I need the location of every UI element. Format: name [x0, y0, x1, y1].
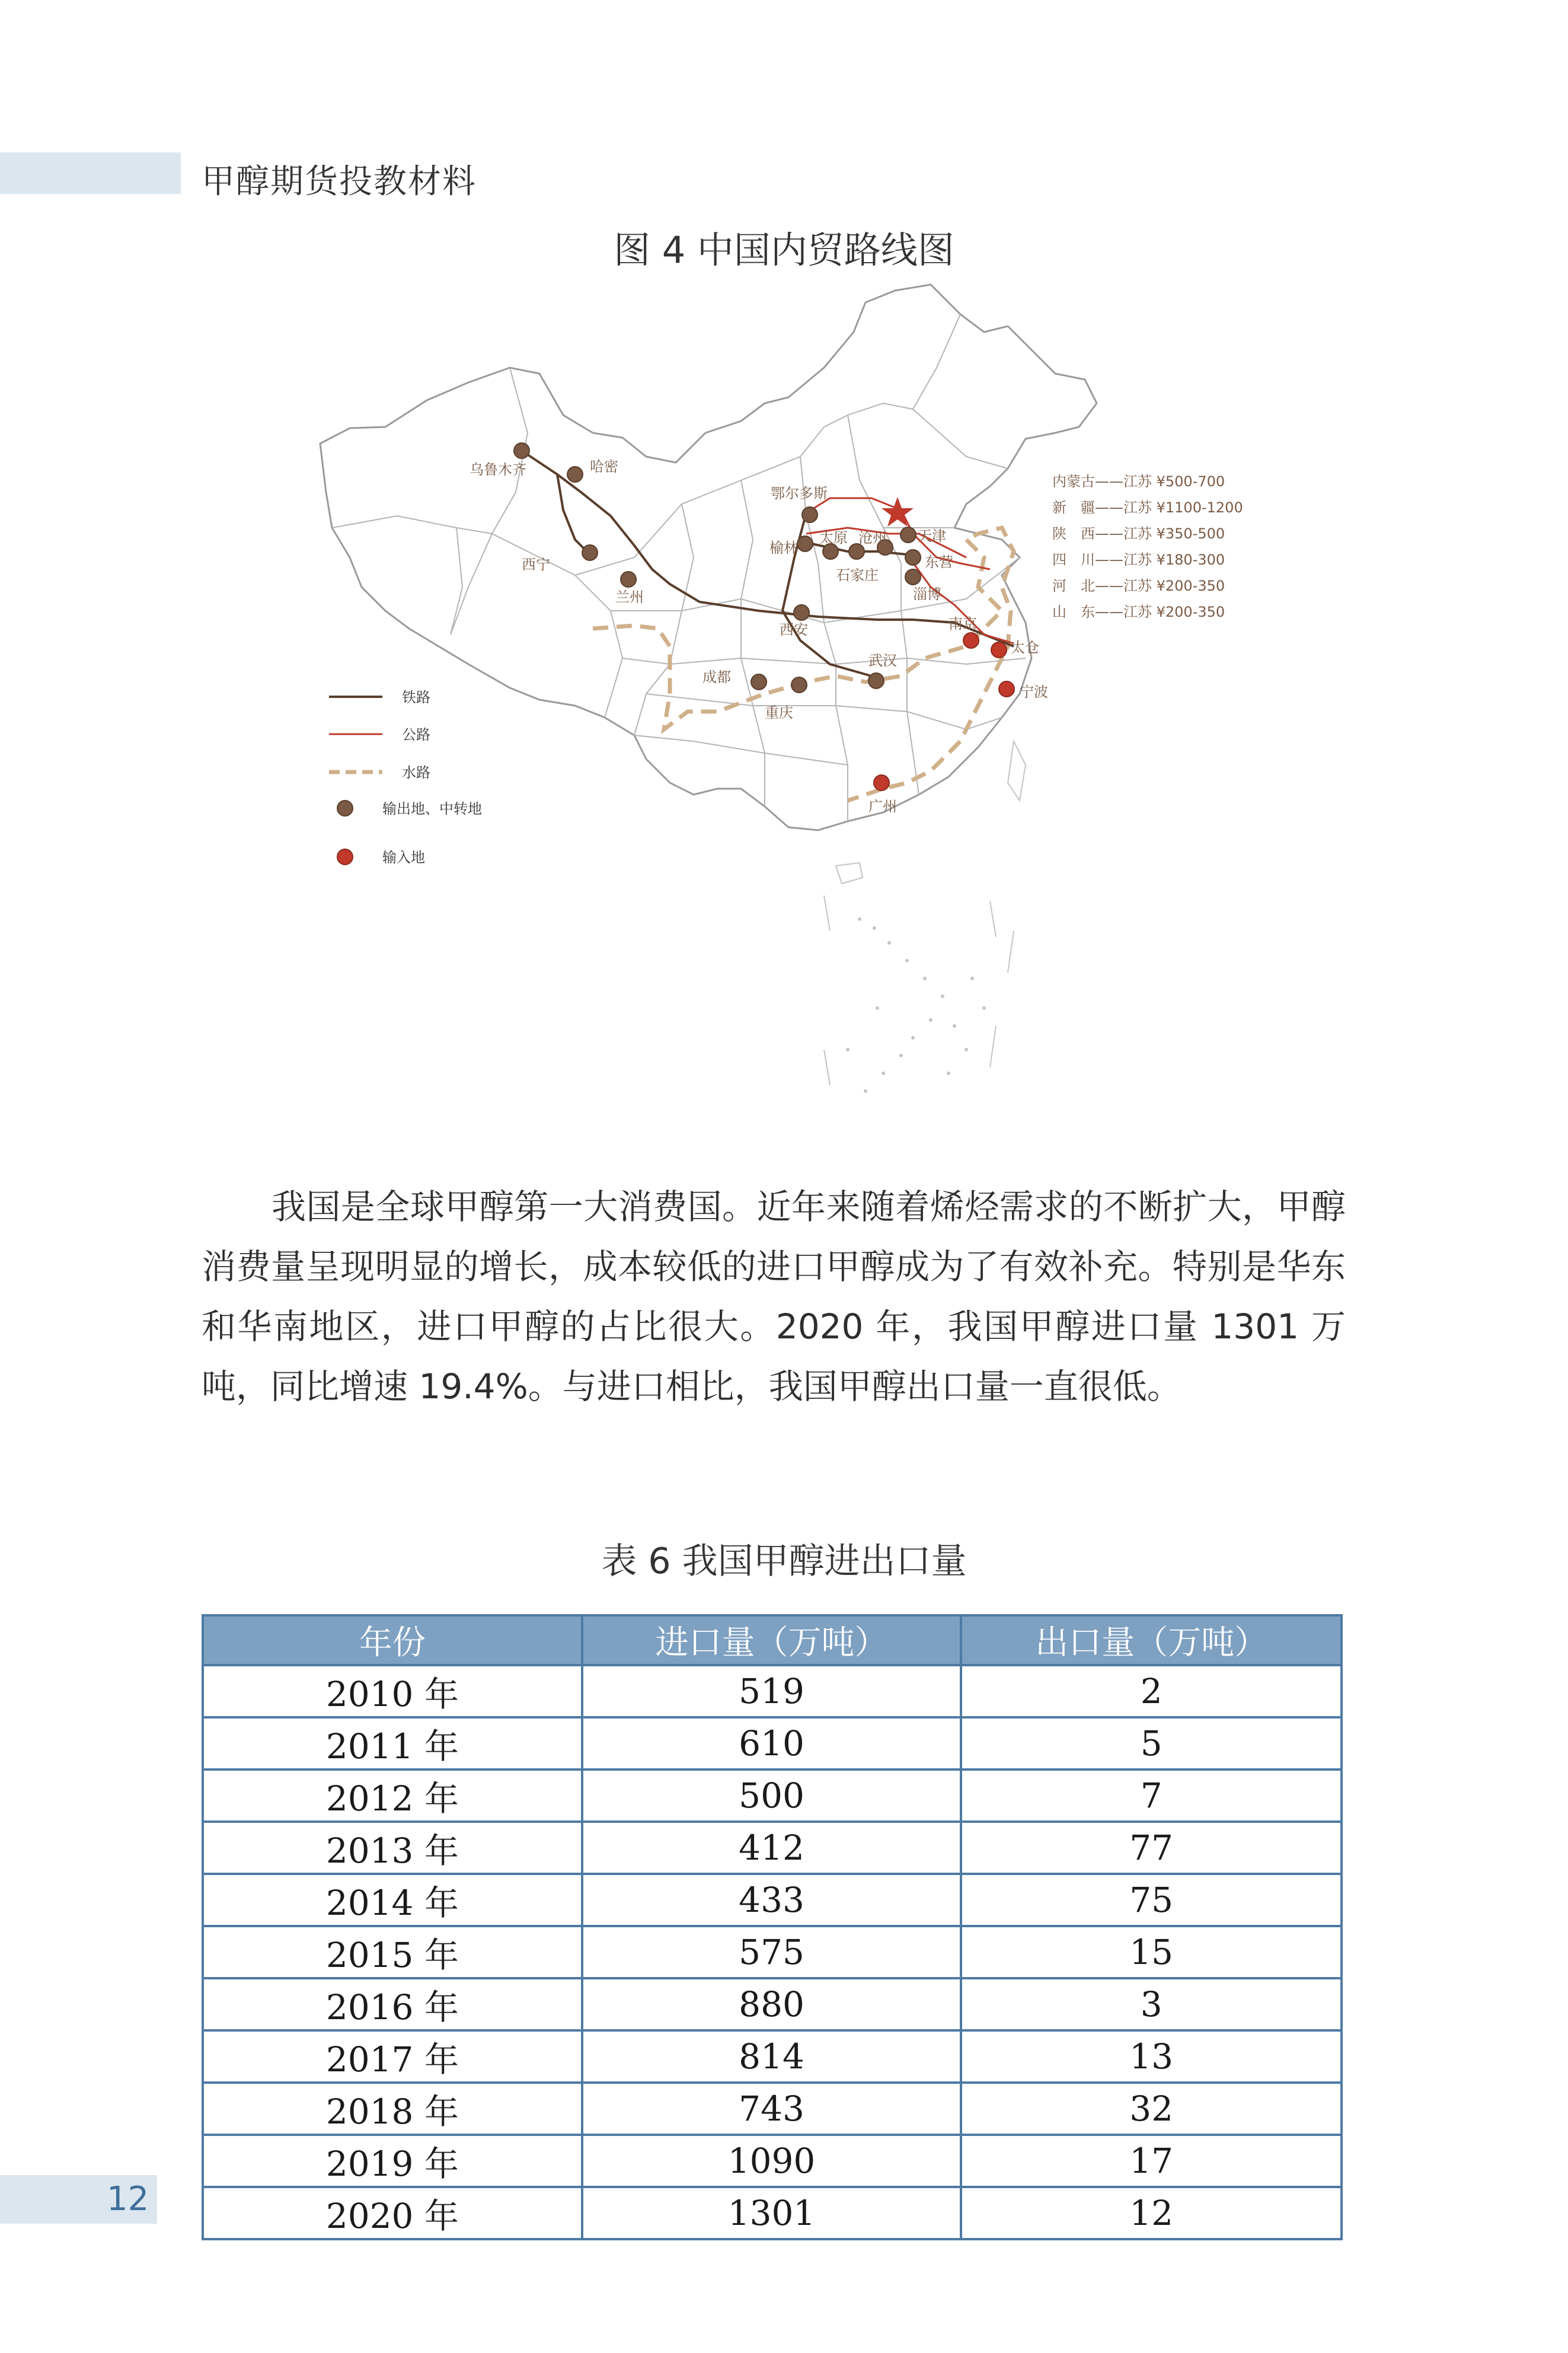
price-item: 陕 西——江苏 ¥350-500: [1052, 525, 1225, 542]
table-header-row: [203, 1615, 1342, 1665]
table-cell: 1301: [582, 2187, 962, 2239]
price-item: 河 北——江苏 ¥200-350: [1052, 578, 1225, 594]
table-cell: 575: [582, 1926, 962, 1978]
city-label: 沧州: [858, 530, 887, 546]
city-label: 太仓: [1011, 639, 1039, 656]
table-cell: 2014 年: [203, 1874, 582, 1926]
city-marker: [991, 642, 1007, 658]
table-row: [203, 1769, 1342, 1822]
city-label: 淄博: [913, 586, 941, 602]
city-label: 重庆: [765, 704, 793, 721]
table-cell: 412: [582, 1822, 962, 1874]
price-item: 四 川——江苏 ¥180-300: [1052, 551, 1225, 568]
table-row: [203, 1978, 1342, 2030]
city-label: 武汉: [868, 652, 897, 669]
column-header: 年份: [203, 1615, 582, 1665]
table-row: [203, 1874, 1342, 1926]
table-row: [203, 2083, 1342, 2135]
table-cell: 2013 年: [203, 1822, 582, 1874]
table-cell: 75: [961, 1874, 1342, 1926]
legend-destination-label: 输入地: [382, 849, 425, 866]
map-legend: [329, 689, 482, 866]
city-marker: [905, 550, 921, 565]
city-marker: [791, 677, 807, 693]
table-row: [203, 1926, 1342, 1978]
city-marker: [963, 633, 979, 648]
table-row: [203, 2187, 1342, 2239]
city-label: 鄂尔多斯: [771, 485, 828, 502]
table-cell: 2015 年: [203, 1926, 582, 1978]
city-marker: [751, 674, 767, 690]
table-cell: 2012 年: [203, 1769, 582, 1822]
table-cell: 77: [961, 1822, 1342, 1874]
page-number: 12: [107, 2180, 149, 2218]
table-cell: 2018 年: [203, 2083, 582, 2135]
city-marker: [868, 673, 884, 688]
city-label: 广州: [868, 798, 897, 815]
city-label: 西安: [780, 621, 808, 638]
city-label: 西宁: [522, 556, 550, 573]
table-cell: 12: [961, 2187, 1342, 2239]
city-marker: [567, 467, 583, 482]
figure-caption: 图 4 中国内贸路线图: [614, 228, 954, 272]
table-cell: 3: [961, 1978, 1342, 2030]
running-header: 甲醇期货投教材料: [202, 162, 477, 201]
city-label: 南京: [949, 616, 977, 632]
table-cell: 433: [582, 1874, 962, 1926]
table-caption: 表 6 我国甲醇进出口量: [601, 1541, 967, 1582]
table-row: [203, 2135, 1342, 2187]
body-paragraph: [202, 1177, 1346, 1417]
city-label: 榆林: [769, 540, 798, 556]
legend-source-label: 输出地、中转地: [382, 801, 482, 817]
price-item: 新 疆——江苏 ¥1100-1200: [1052, 499, 1243, 516]
legend-waterway-label: 水路: [402, 764, 430, 781]
city-label: 乌鲁木齐: [470, 461, 526, 478]
city-marker: [999, 681, 1014, 697]
table-cell: 17: [961, 2135, 1342, 2187]
table-cell: 500: [582, 1769, 962, 1822]
table-cell: 2017 年: [203, 2030, 582, 2083]
table-cell: 610: [582, 1717, 962, 1769]
city-marker: [582, 545, 598, 560]
column-header: 进口量（万吨）: [582, 1615, 962, 1665]
table-cell: 743: [582, 2083, 962, 2135]
price-item: 内蒙古——江苏 ¥500-700: [1052, 473, 1225, 490]
city-label: 东营: [925, 554, 953, 570]
table-cell: 7: [961, 1769, 1342, 1822]
city-marker: [905, 569, 921, 585]
city-marker: [621, 572, 636, 587]
city-marker: [900, 527, 916, 543]
table-row: [203, 1665, 1342, 1717]
city-label: 成都: [702, 669, 731, 686]
table-cell: 2016 年: [203, 1978, 582, 2030]
price-item: 山 东——江苏 ¥200-350: [1052, 604, 1225, 620]
table-row: [203, 1717, 1342, 1769]
city-label: 宁波: [1020, 684, 1048, 700]
table-cell: 880: [582, 1978, 962, 2030]
city-marker: [797, 536, 813, 551]
legend-highway-label: 公路: [402, 726, 430, 743]
table-row: [203, 1822, 1342, 1874]
table-cell: 814: [582, 2030, 962, 2083]
table-cell: 32: [961, 2083, 1342, 2135]
table-cell: 519: [582, 1665, 962, 1717]
city-marker: [794, 605, 809, 620]
column-header: 出口量（万吨）: [961, 1615, 1342, 1665]
table-cell: 1090: [582, 2135, 962, 2187]
city-label: 石家庄: [836, 567, 879, 584]
legend-railway-label: 铁路: [402, 689, 430, 706]
paragraph-text: 我国是全球甲醇第一大消费国。近年来随着烯烃需求的不断扩大，甲醇消费量呈现明显的增长，成本较低的进口甲醇成为了有效补充。特别是华东和华南地区，进口甲醇的占比很大。2020 年，我国甲醇进口量 1301 万吨，同比增速 19.4%。与进口相比，我国甲醇出口量一直很低。: [202, 1187, 1346, 1407]
trade-route-map: [314, 279, 1275, 1127]
city-label: 太原: [819, 530, 848, 546]
table-cell: 2010 年: [203, 1665, 582, 1717]
china-outline: [320, 285, 1097, 830]
table-cell: 2020 年: [203, 2187, 582, 2239]
table-cell: 13: [961, 2030, 1342, 2083]
table-cell: 2: [961, 1665, 1342, 1717]
table-cell: 2011 年: [203, 1717, 582, 1769]
table-cell: 2019 年: [203, 2135, 582, 2187]
table-row: [203, 2030, 1342, 2083]
city-label: 哈密: [590, 458, 618, 475]
city-marker: [802, 507, 817, 522]
city-marker: [514, 443, 529, 458]
city-label: 兰州: [615, 589, 644, 605]
city-label: 天津: [918, 528, 946, 544]
city-marker: [874, 775, 889, 790]
import-export-table: [202, 1614, 1343, 2240]
header-accent-bar: [0, 152, 181, 194]
table-cell: 15: [961, 1926, 1342, 1978]
table-cell: 5: [961, 1717, 1342, 1769]
